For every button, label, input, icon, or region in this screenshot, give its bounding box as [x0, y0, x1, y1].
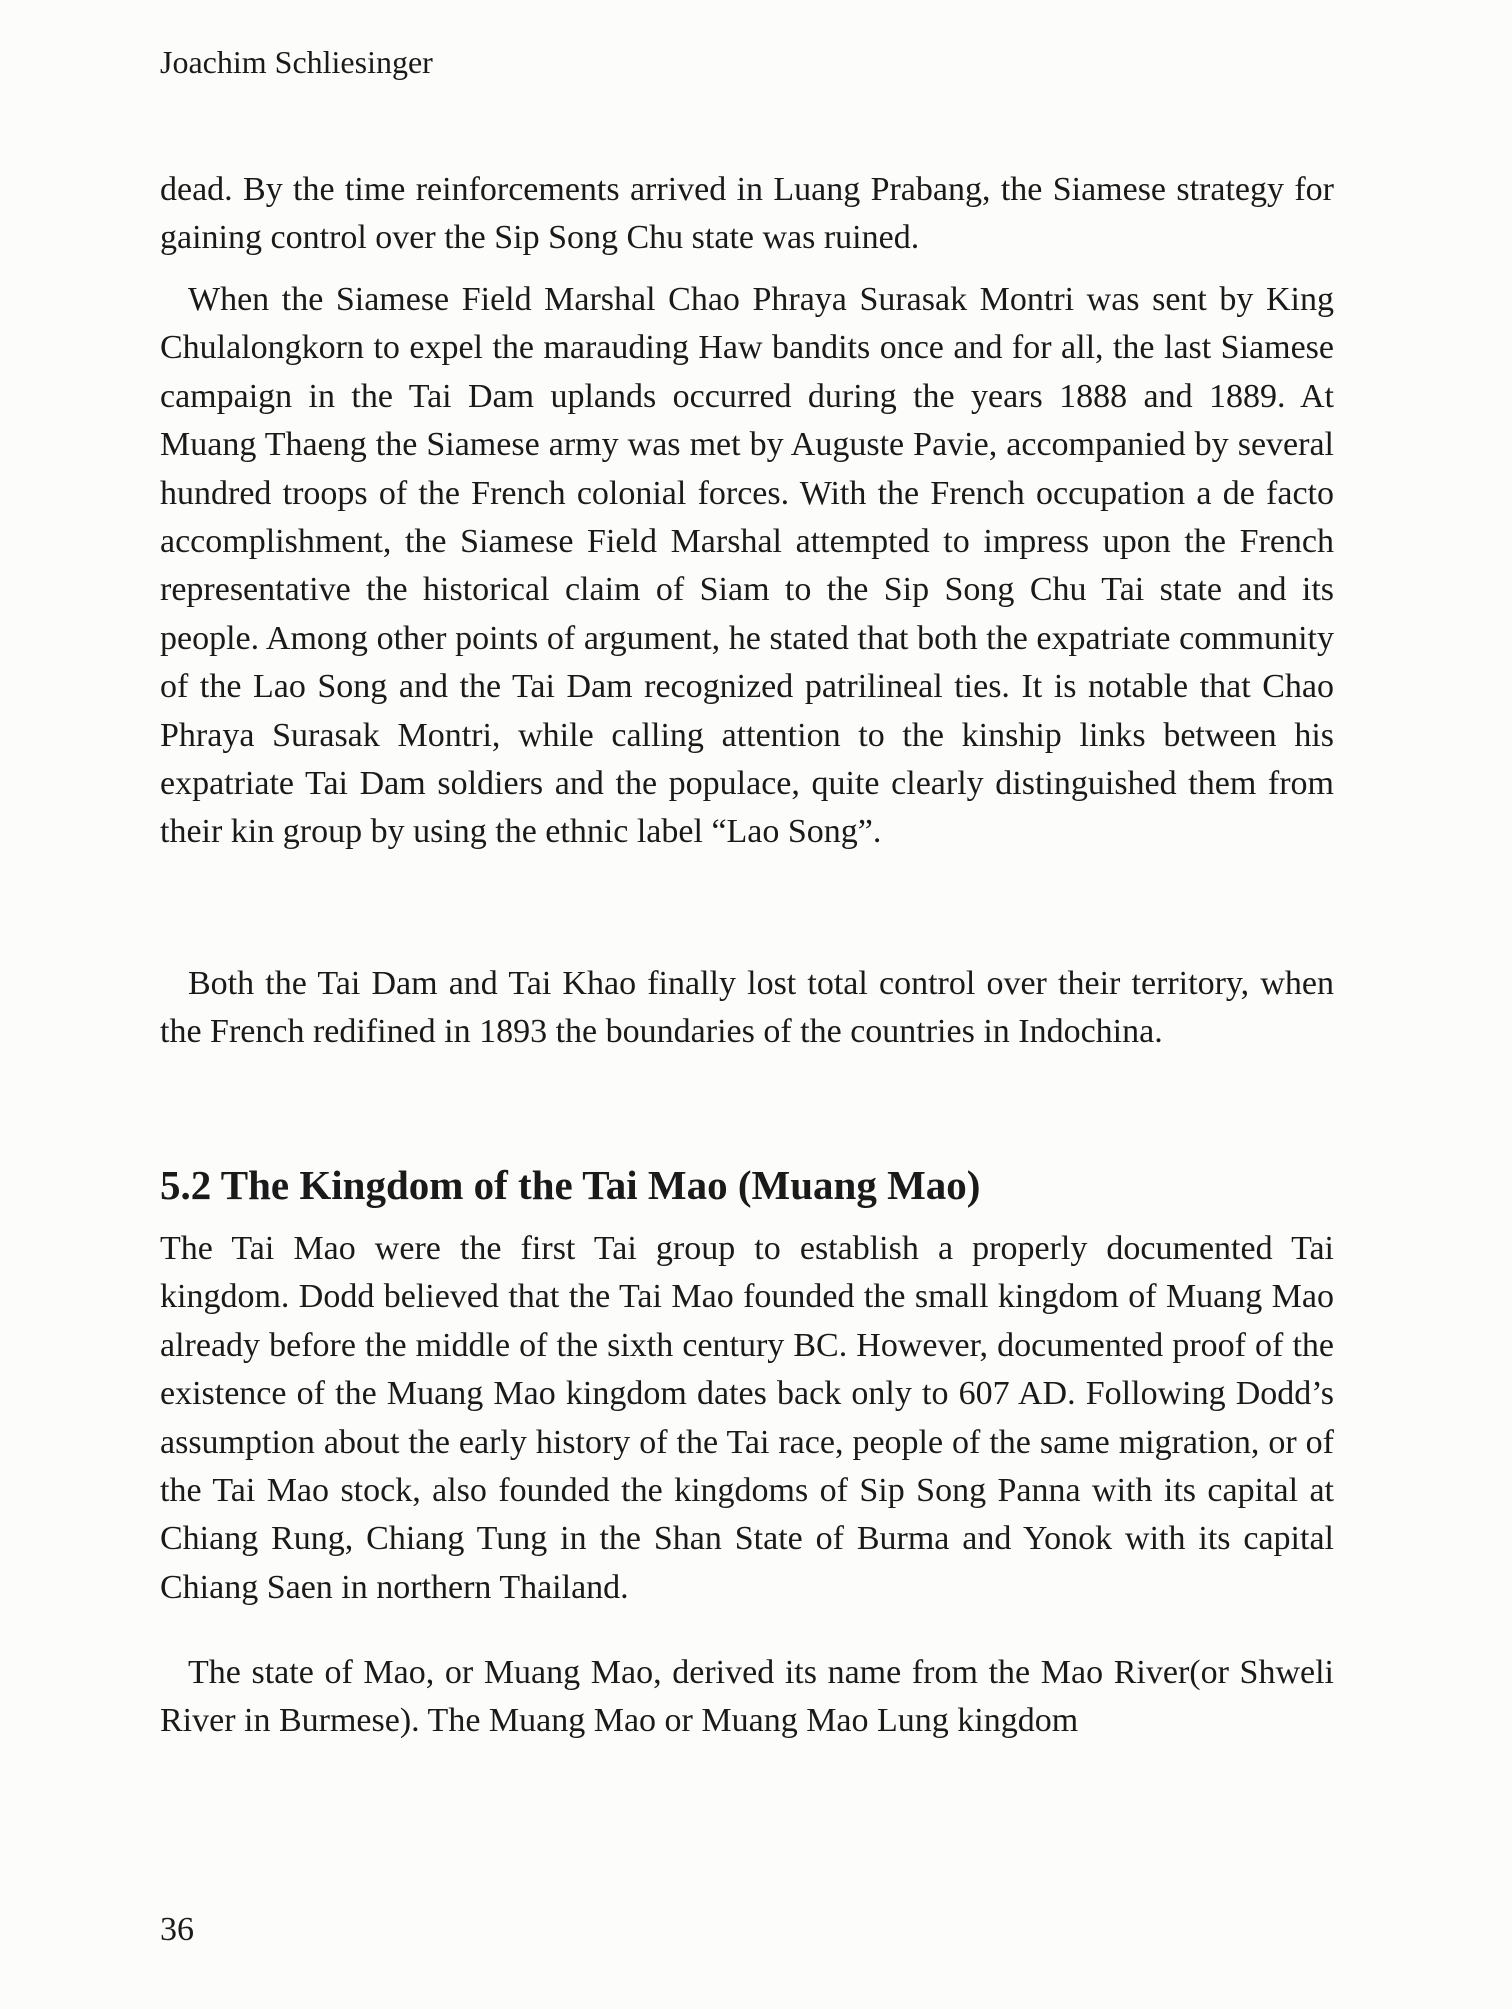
page-number: 36: [160, 1911, 194, 1948]
paragraph-french-boundaries: Both the Tai Dam and Tai Khao finally lost total control over their territory, when the French redifined in 1893 the boundaries of the countries in Indochina.: [160, 965, 1334, 1051]
paragraph-continuation: dead. By the time reinforcements arrived in Luang Prabang, the Siamese strategy for gaining control over the Sip Song Chu state was ruined.: [160, 171, 1334, 257]
running-header: Joachim Schliesinger: [160, 44, 433, 80]
paragraph-mao-river: The state of Mao, or Muang Mao, derived its name from the Mao River(or Shweli River in Burmese). The Muang Mao or Muang Mao Lung kingdom: [160, 1654, 1334, 1740]
paragraph-tai-mao-kingdom: The Tai Mao were the first Tai group to establish a properly documented Tai kingdom. Dodd believed that the Tai Mao founded the small kingdom of Muang Mao already before the middle of the sixth century BC. However, documented proof of the existence of the Muang Mao kingdom dates back only to 607 AD. Following Dodd’s assumption about the early history of the Tai race, people of the same migration, or of the Tai Mao stock, also founded the kingdoms of Sip Song Panna with its capital at Chiang Rung, Chiang Tung in the Shan State of Burma and Yonok with its capital Chiang Saen in northern Thailand.: [160, 1230, 1334, 1606]
section-heading: 5.2 The Kingdom of the Tai Mao (Muang Mao): [160, 1162, 981, 1208]
paragraph-siamese-campaign: When the Siamese Field Marshal Chao Phraya Surasak Montri was sent by King Chulalongkorn to expel the marauding Haw bandits once and for all, the last Siamese campaign in the Tai Dam uplands occurred during the years 1888 and 1889. At Muang Thaeng the Siamese army was met by Auguste Pavie, accompanied by several hundred troops of the French colonial forces. With the French occupation a de facto accomplishment, the Siamese Field Marshal attempted to impress upon the French representative the historical claim of Siam to the Sip Song Chu Tai state and its people. Among other points of argument, he stated that both the expatriate community of the Lao Song and the Tai Dam recognized patrilineal ties. It is notable that Chao Phraya Surasak Montri, while calling attention to the kinship links between his expatriate Tai Dam soldiers and the populace, quite clearly distinguished them from their kin group by using the ethnic label “Lao Song”.: [160, 281, 1334, 851]
